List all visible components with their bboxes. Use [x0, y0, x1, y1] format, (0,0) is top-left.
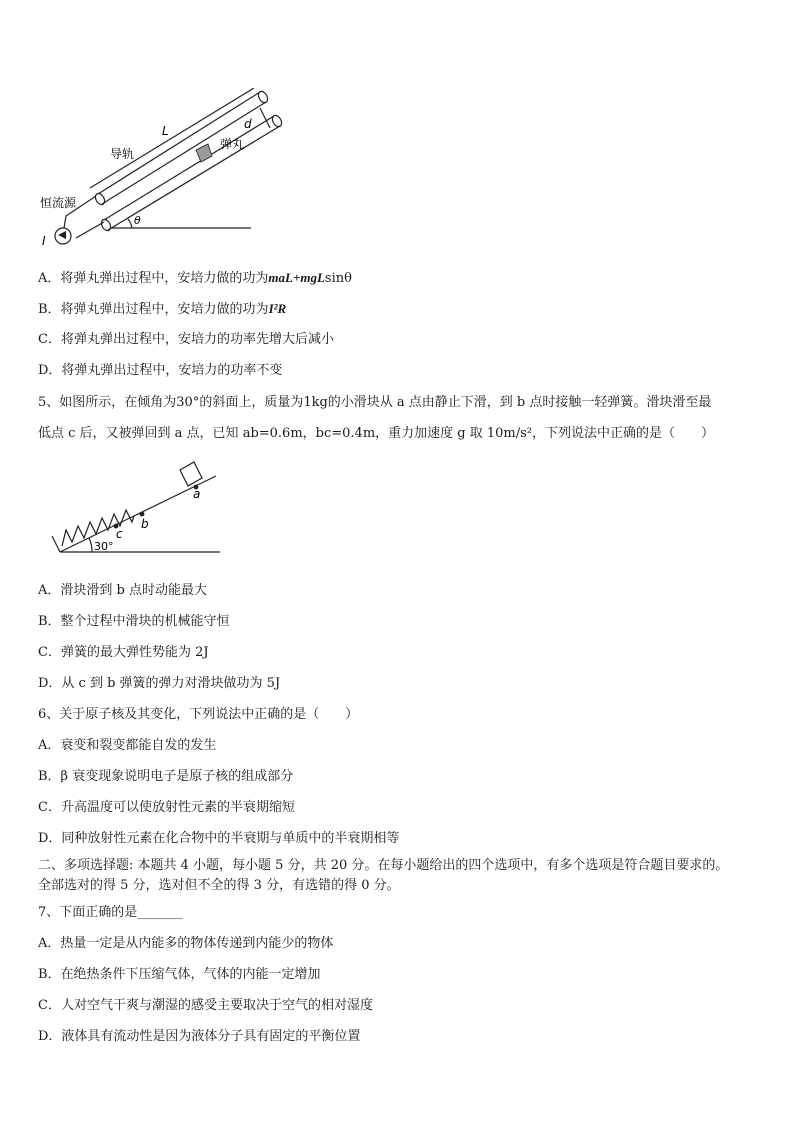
q4-option-a [38, 269, 352, 288]
q5-option-b: B．整个过程中滑块的机械能守恒 [38, 614, 230, 629]
section2-line1: 二、多项选择题: 本题共 4 小题，每小题 5 分，共 20 分。在每小题给出的四个选项中，有多个选项是符合题目要求的。 [38, 858, 729, 873]
q5-stem-line1: 5、如图所示，在倾角为30°的斜面上，质量为1kg的小滑块从 a 点由静止下滑，到 b 点时接触一轻弹簧。滑块滑至最 [38, 395, 712, 410]
q4-option-b-expr: I²R [268, 301, 287, 316]
label-projectile: 弹丸 [220, 137, 245, 151]
label-source: 恒流源 [40, 196, 77, 210]
section2-line2: 全部选对的得 5 分，选对但不全的得 3 分，有选错的得 0 分。 [38, 878, 400, 893]
q4-option-b-text: B．将弹丸弹出过程中，安培力做的功为 [38, 302, 269, 317]
q5-option-d: D．从 c 到 b 弹簧的弹力对滑块做功为 5J [38, 676, 281, 691]
label-d: d [244, 117, 252, 131]
label-rail: 导轨 [110, 147, 135, 161]
q7-option-d: D．液体具有流动性是因为液体分子具有固定的平衡位置 [38, 1029, 361, 1044]
q6-option-c: C．升高温度可以使放射性元素的半衰期缩短 [38, 800, 295, 815]
q4-option-a-expr: maL+mgL [268, 270, 325, 285]
q5-stem-line2: 低点 c 后，又被弹回到 a 点，已知 ab=0.6m，bc=0.4m，重力加速度 g 取 10m/s²，下列说法中正确的是（ ） [38, 426, 715, 441]
q4-option-a-tail: sinθ [324, 271, 352, 286]
projectile-shape [196, 144, 212, 162]
q6-stem: 6、关于原子核及其变化，下列说法中正确的是（ ） [38, 707, 359, 722]
q5-option-c: C．弹簧的最大弹性势能为 2J [38, 645, 209, 660]
label-I: I [42, 234, 46, 248]
q7-stem: 7、下面正确的是_______ [38, 905, 183, 920]
rail-gun-figure [36, 88, 306, 258]
q4-option-b [38, 300, 286, 319]
q5-option-a: A．滑块滑到 b 点时动能最大 [38, 583, 207, 598]
q7-option-a: A．热量一定是从内能多的物体传递到内能少的物体 [38, 936, 334, 951]
q7-option-c: C．人对空气干爽与潮湿的感受主要取决于空气的相对湿度 [38, 998, 373, 1013]
label-angle: 30° [94, 540, 114, 553]
label-a: a [193, 487, 201, 501]
incline-spring-figure [48, 456, 228, 560]
label-b: b [141, 517, 149, 531]
q7-option-b: B．在绝热条件下压缩气体，气体的内能一定增加 [38, 967, 321, 982]
q4-option-a-text: A．将弹丸弹出过程中，安培力做的功为 [38, 271, 269, 286]
q6-option-b: B．β 衰变现象说明电子是原子核的组成部分 [38, 769, 294, 784]
q6-option-d: D．同种放射性元素在化合物中的半衰期与单质中的半衰期相等 [38, 831, 400, 846]
q4-option-c: C．将弹丸弹出过程中，安培力的功率先增大后减小 [38, 332, 334, 347]
q6-option-a: A．衰变和裂变都能自发的发生 [38, 738, 217, 753]
q4-option-d: D．将弹丸弹出过程中，安培力的功率不变 [38, 363, 283, 378]
label-L: L [162, 124, 169, 138]
label-theta: θ [134, 214, 141, 227]
label-c: c [116, 527, 123, 541]
